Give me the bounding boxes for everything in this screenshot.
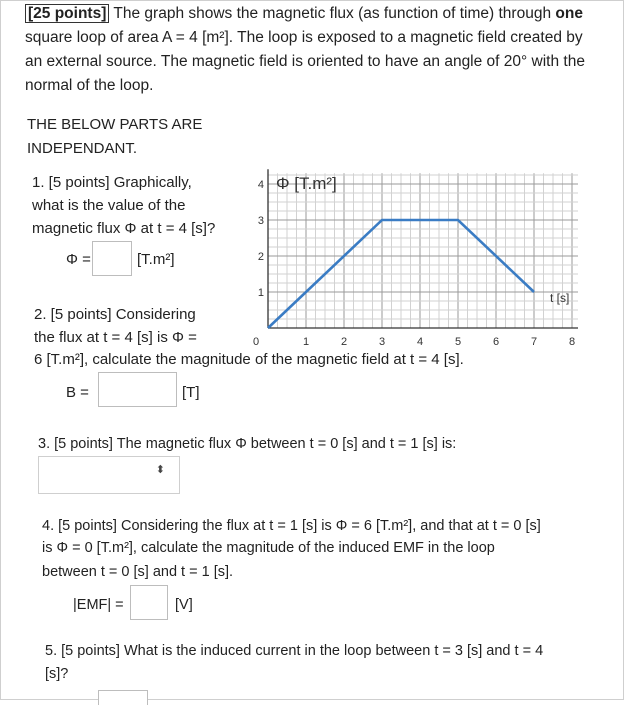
independent-note-line2: INDEPENDANT.: [27, 140, 138, 157]
x-tick-label: 2: [340, 336, 348, 348]
x-tick-label: 7: [530, 336, 538, 348]
q4-answer-label: |EMF| =: [73, 597, 124, 613]
q3-text: 3. [5 points] The magnetic flux Φ between t = 0 [s] and t = 1 [s] is:: [38, 436, 457, 452]
q1-answer-label: Φ =: [66, 251, 91, 268]
q4-line1: 4. [5 points] Considering the flux at t = 1 [s] is Φ = 6 [T.m²], and that at t = 0 [s]: [42, 518, 541, 534]
y-axis-label: Φ [T.m²]: [276, 174, 337, 194]
x-tick-label: 6: [492, 336, 500, 348]
q4-answer-input[interactable]: [130, 585, 168, 620]
q5-answer-input[interactable]: [98, 690, 148, 705]
q4-unit: [V]: [175, 597, 193, 613]
x-tick-label: 8: [568, 336, 576, 348]
y-tick-label: 4: [257, 179, 264, 191]
q2-line3: 6 [T.m²], calculate the magnitude of the magnetic field at t = 4 [s].: [34, 351, 464, 368]
q1-line3: magnetic flux Φ at t = 4 [s]?: [32, 220, 216, 237]
y-tick-label: 3: [257, 215, 264, 227]
x-axis-label: t [s]: [550, 291, 570, 305]
q1-answer-input[interactable]: [92, 241, 132, 276]
q2-unit: [T]: [182, 384, 200, 401]
q2-answer-label: B =: [66, 384, 89, 401]
q2-answer-input[interactable]: [98, 372, 177, 407]
x-tick-label: 5: [454, 336, 462, 348]
question-intro: [25 points] The graph shows the magnetic flux (as function of time) through one square loop of area A = 4 [m²]. The loop is exposed to a magnetic field created by an external source. The magnetic field is oriented to have an angle of 20° with the normal of the loop.: [25, 5, 585, 94]
y-tick-label: 1: [257, 287, 264, 299]
q4-line2: is Φ = 0 [T.m²], calculate the magnitude of the induced EMF in the loop: [42, 540, 495, 556]
q1-line1: 1. [5 points] Graphically,: [32, 174, 192, 191]
select-arrow-icon: ⬍: [155, 464, 165, 476]
q1-line2: what is the value of the: [32, 197, 186, 214]
y-tick-label: 2: [257, 251, 264, 263]
q5-line2: [s]?: [45, 666, 69, 682]
flux-chart: [230, 110, 610, 350]
x-tick-label: 0: [252, 336, 260, 348]
points-badge: [25 points]: [25, 4, 109, 23]
q3-select[interactable]: [38, 456, 180, 494]
q4-line3: between t = 0 [s] and t = 1 [s].: [42, 564, 234, 580]
q2-line2: the flux at t = 4 [s] is Φ =: [34, 329, 197, 346]
x-tick-label: 4: [416, 336, 424, 348]
q1-unit: [T.m²]: [137, 251, 175, 268]
x-tick-label: 1: [302, 336, 310, 348]
chart-ticks: [253, 179, 575, 348]
q5-line1: 5. [5 points] What is the induced current in the loop between t = 3 [s] and t = 4: [45, 643, 544, 659]
x-tick-label: 3: [378, 336, 386, 348]
chart-grid: [268, 173, 578, 328]
q2-line1: 2. [5 points] Considering: [34, 306, 196, 323]
independent-note-line1: THE BELOW PARTS ARE: [27, 116, 203, 133]
